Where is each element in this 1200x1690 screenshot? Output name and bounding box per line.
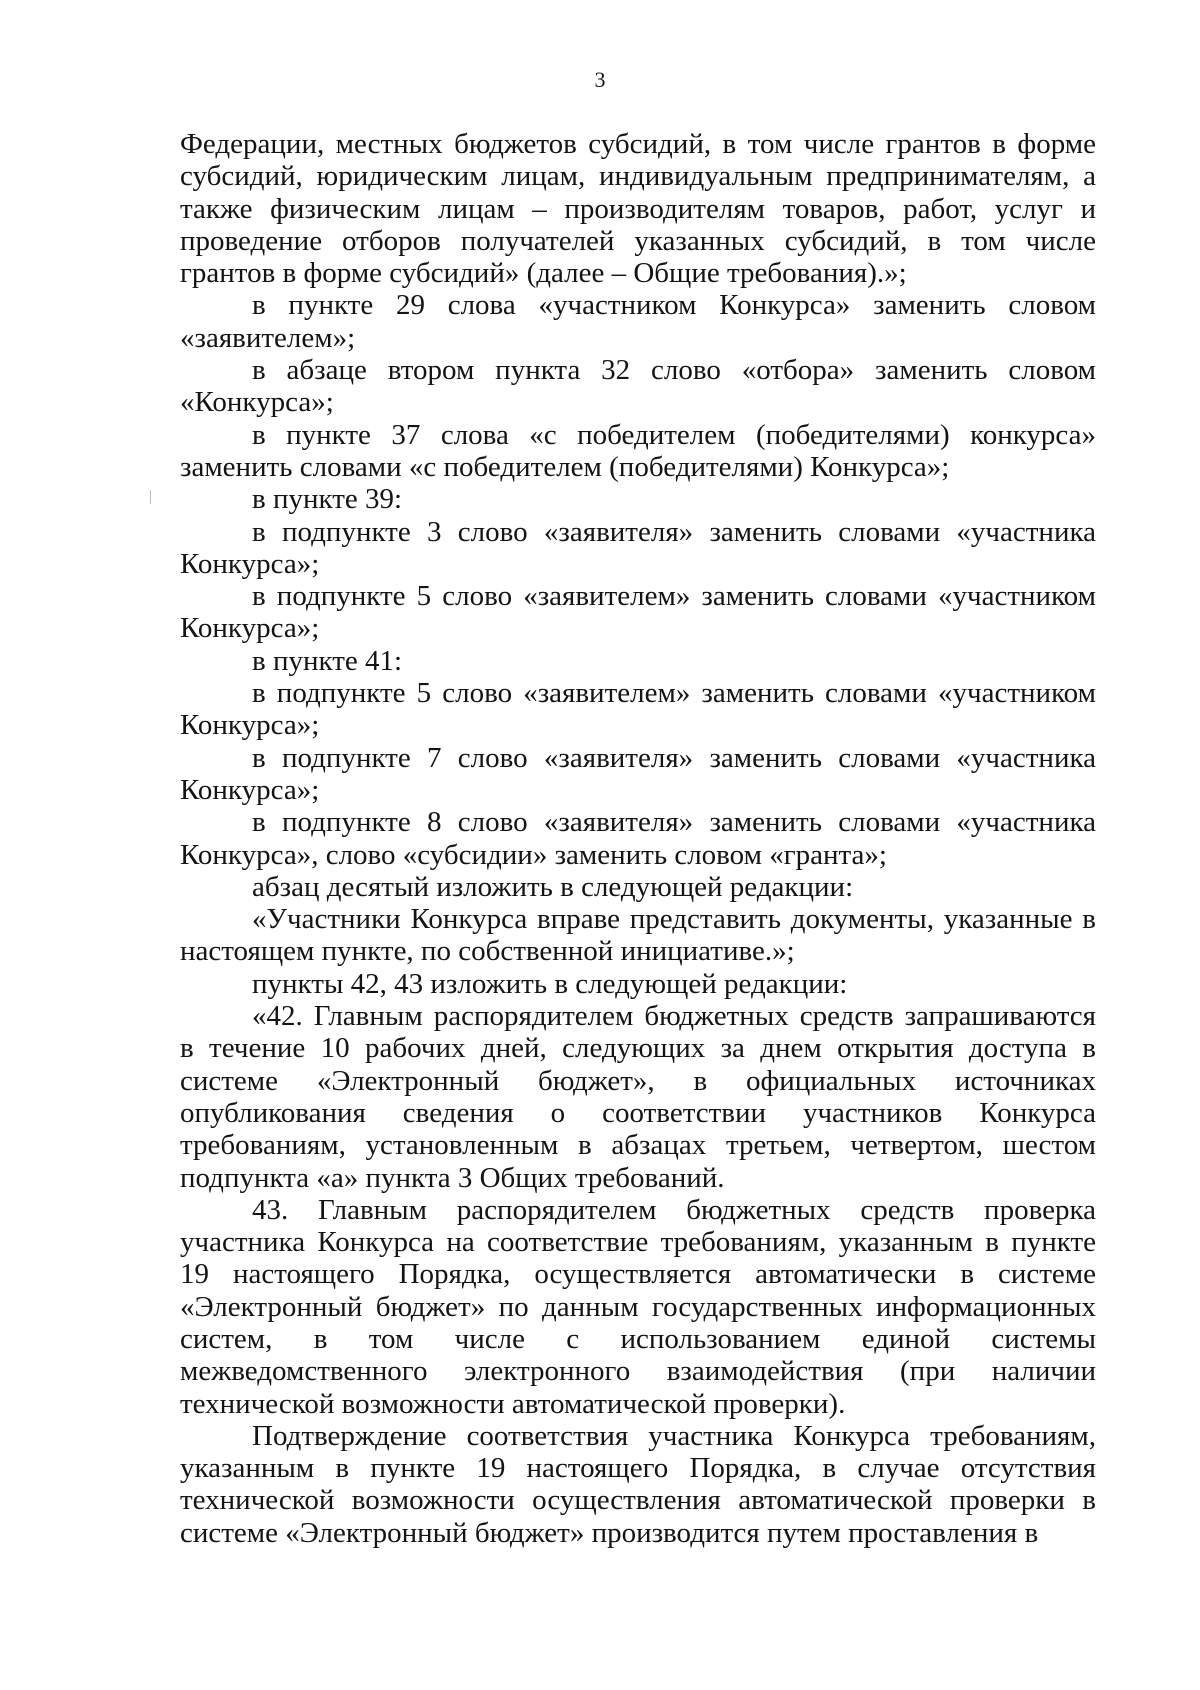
paragraph-point-32: в абзаце втором пункта 32 слово «отбора» заменить словом «Конкурса»; — [180, 354, 1096, 419]
paragraph-point-41-heading: в пункте 41: — [252, 644, 403, 677]
paragraph-participants-documents: «Участники Конкурса вправе представить документы, указанные в настоящем пункте, по собственной инициативе.»; — [180, 903, 1096, 968]
paragraph-point-41-subpoint-5: в подпункте 5 слово «заявителем» заменить словами «участником Конкурса»; — [180, 677, 1096, 742]
page-number: 3 — [594, 67, 606, 92]
paragraph-confirmation-compliance: Подтверждение соответствия участника Конкурса требованиям, указанным в пункте 19 настоящего Порядка, в случае отсутствия технической возможности осуществления автоматической проверки в системе «Электронный бюджет» производится путем проставления в — [180, 1419, 1096, 1549]
paragraph-point-29: в пункте 29 слова «участником Конкурса» заменить словом «заявителем»; — [180, 289, 1096, 354]
paragraph-point-39-subpoint-5: в подпункте 5 слово «заявителем» заменить словами «участником Конкурса»; — [180, 580, 1096, 645]
paragraph-continuation-general-requirements: Федерации, местных бюджетов субсидий, в том числе грантов в форме субсидий, юридическим лицам, индивидуальным предпринимателям, а также физическим лицам – производителям товаров, работ, услуг и проведение отборов получателей указанных субсидий, в том числе грантов в форме субсидий» (далее – Общие требования).»; — [180, 128, 1096, 290]
paragraph-point-42: «42. Главным распорядителем бюджетных средств запрашиваются в течение 10 рабочих дней, следующих за днем открытия доступа в системе «Электронный бюджет», в официальных источниках опубликования сведения о соответствии участников Конкурса требованиям, установленным в абзацах третьем, четвертом, шестом подпункта «а» пункта 3 Общих требований. — [180, 1000, 1096, 1194]
paragraph-point-43: 43. Главным распорядителем бюджетных средств проверка участника Конкурса на соответствие требованиям, указанным в пункте 19 настоящего Порядка, осуществляется автоматически в системе «Электронный бюджет» по данным государственных информационных систем, в том числе с использованием единой системы межведомственного электронного взаимодействия (при наличии технической возможности автоматической проверки). — [180, 1193, 1096, 1420]
paragraph-point-41-subpoint-7: в подпункте 7 слово «заявителя» заменить словами «участника Конкурса»; — [180, 741, 1096, 806]
scan-artifact — [150, 490, 151, 504]
document-body — [180, 128, 1096, 1549]
paragraph-point-39-heading: в пункте 39: — [252, 483, 403, 516]
paragraph-tenth-abzac-heading: абзац десятый изложить в следующей редакции: — [252, 870, 854, 903]
paragraph-points-42-43-heading: пункты 42, 43 изложить в следующей редакции: — [252, 967, 848, 1000]
paragraph-point-41-subpoint-8: в подпункте 8 слово «заявителя» заменить словами «участника Конкурса», слово «субсидии» заменить словом «гранта»; — [180, 806, 1096, 871]
paragraph-point-37: в пункте 37 слова «с победителем (победителями) конкурса» заменить словами «с победителем (победителями) Конкурса»; — [180, 418, 1096, 483]
paragraph-point-39-subpoint-3: в подпункте 3 слово «заявителя» заменить словами «участника Конкурса»; — [180, 515, 1096, 580]
